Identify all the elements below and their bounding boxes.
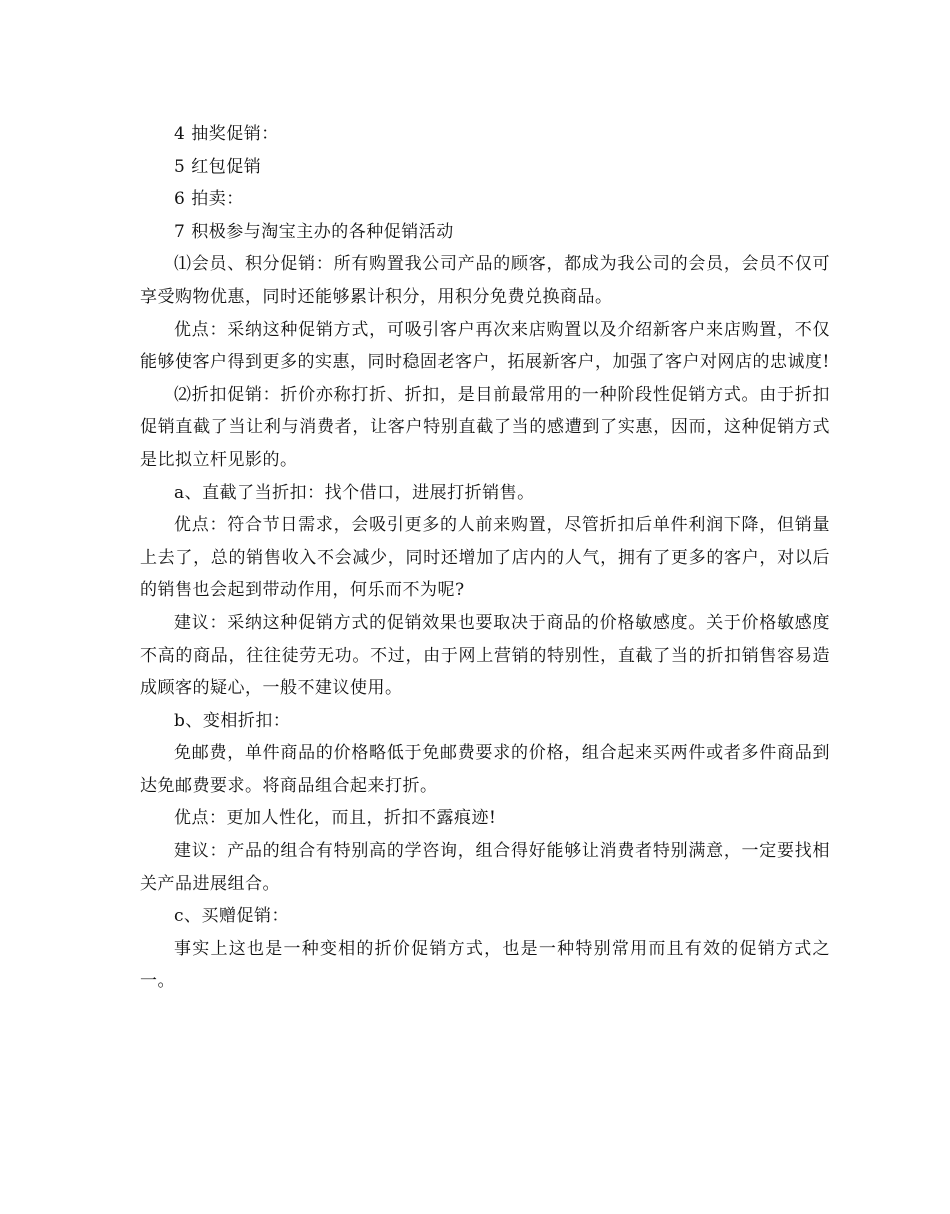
document-body (140, 118, 830, 998)
paragraph-discount-promotion: ⑵折扣促销：折价亦称打折、折扣，是目前最常用的一种阶段性促销方式。由于折扣促销直截了当让利与消费者，让客户特别直截了当的感遭到了实惠，因而，这种促销方式是比拟立杆见影的。 (140, 384, 830, 470)
paragraph-direct-discount-suggestion: 建议：采纳这种促销方式的促销效果也要取决于商品的价格敏感度。关于价格敏感度不高的商品，往往徒劳无功。不过，由于网上营销的特别性，直截了当的折扣销售容易造成顾客的疑心，一般不建议使用。 (140, 612, 830, 699)
paragraph-free-shipping: 免邮费，单件商品的价格略低于免邮费要求的价格，组合起来买两件或者多件商品到达免邮费要求。将商品组合起来打折。 (140, 743, 830, 796)
paragraph-taobao-activities: 7 积极参与淘宝主办的各种促销活动 (174, 221, 454, 242)
paragraph-gift-promotion: c、买赠促销： (174, 906, 290, 927)
paragraph-indirect-discount: b、变相折扣： (174, 710, 291, 731)
paragraph-member-points: ⑴会员、积分促销：所有购置我公司产品的顾客，都成为我公司的会员，会员不仅可享受购物优惠，同时还能够累计积分，用积分免费兑换商品。 (140, 254, 830, 307)
paragraph-lottery-promotion: 4 抽奖促销： (174, 124, 279, 144)
paragraph-member-advantages: 优点：采纳这种促销方式，可吸引客户再次来店购置以及介绍新客户来店购置，不仅能够使客户得到更多的实惠，同时稳固老客户，拓展新客户，加强了客户对网店的忠诚度! (140, 319, 830, 373)
paragraph-direct-discount: a、直截了当折扣：找个借口，进展打折销售。 (174, 482, 535, 503)
paragraph-gift-promotion-description: 事实上这也是一种变相的折价促销方式，也是一种特别常用而且有效的促销方式之一。 (140, 938, 830, 992)
paragraph-indirect-discount-suggestion: 建议：产品的组合有特别高的学咨询，组合得好能够让消费者特别满意，一定要找相关产品进展组合。 (140, 841, 830, 894)
paragraph-auction: 6 拍卖： (174, 189, 244, 210)
paragraph-red-envelope-promotion: 5 红包促销 (174, 156, 262, 177)
paragraph-indirect-discount-advantages: 优点：更加人性化，而且，折扣不露痕迹! (174, 808, 497, 829)
paragraph-direct-discount-advantages: 优点：符合节日需求，会吸引更多的人前来购置，尽管折扣后单件利润下降，但销量上去了，总的销售收入不会减少，同时还增加了店内的人气，拥有了更多的客户，对以后的销售也会起到带动作用，何乐而不为呢? (140, 515, 830, 601)
